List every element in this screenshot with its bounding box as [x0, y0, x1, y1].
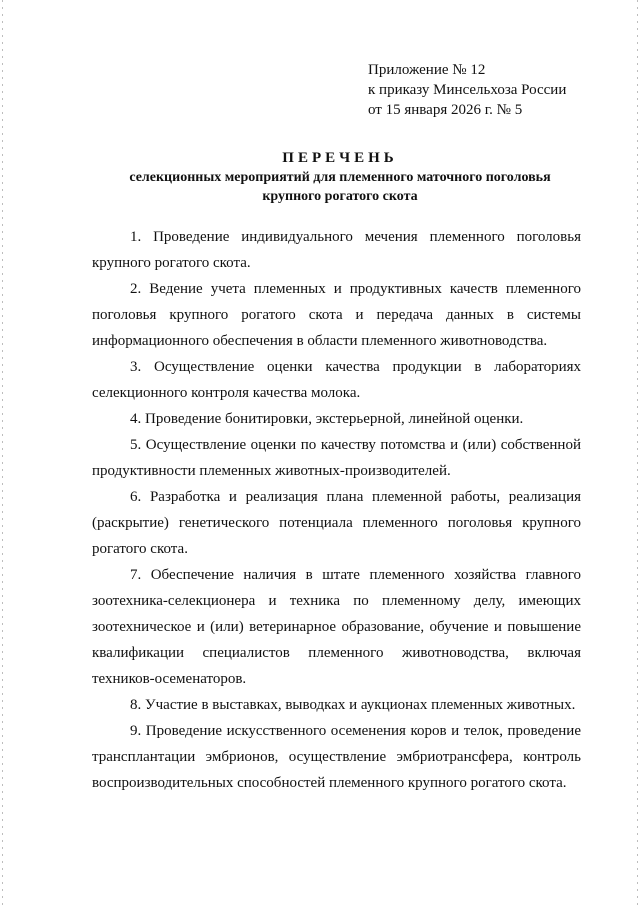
- measures-list: [92, 224, 581, 796]
- document-subtitle-line-1: селекционных мероприятий для племенного маточного поголовья: [129, 170, 551, 185]
- page-edge-right: [637, 0, 638, 905]
- list-item-5: 5. Осуществление оценки по качеству потомства и (или) собственной продуктивности племенных животных-производителей.: [92, 437, 581, 479]
- list-item-3: 3. Осуществление оценки качества продукции в лабораториях селекционного контроля качества молока.: [92, 359, 581, 401]
- list-item-7: 7. Обеспечение наличия в штате племенного хозяйства главного зоотехника-селекционера и техника по племенному делу, имеющих зоотехническое и (или) ветеринарное образование, обучение и повышение квалификации специалистов племенного животноводства, включая техников-осеменаторов.: [92, 567, 581, 687]
- appendix-header: [368, 60, 633, 120]
- list-item-6: 6. Разработка и реализация плана племенной работы, реализация (раскрытие) генетического потенциала племенного поголовья крупного рогатого скота.: [92, 489, 581, 557]
- list-item-2: 2. Ведение учета племенных и продуктивных качеств племенного поголовья крупного рогатого скота и передача данных в системы информационного обеспечения в области племенного животноводства.: [92, 281, 581, 349]
- list-item-8: 8. Участие в выставках, выводках и аукционах племенных животных.: [130, 697, 576, 713]
- list-item-9: 9. Проведение искусственного осеменения коров и телок, проведение трансплантации эмбрионов, осуществление эмбриотрансфера, контроль воспроизводительных способностей племенного крупного рогатого скота.: [92, 723, 581, 791]
- document-subtitle-line-2: крупного рогатого скота: [262, 189, 418, 204]
- list-item-4: 4. Проведение бонитировки, экстерьерной, линейной оценки.: [130, 411, 524, 427]
- page-edge-left: [2, 0, 3, 905]
- appendix-order-ref: к приказу Минсельхоза России: [368, 82, 567, 98]
- document-title: ПЕРЕЧЕНЬ: [282, 150, 398, 166]
- list-item-1: 1. Проведение индивидуального мечения племенного поголовья крупного рогатого скота.: [92, 229, 581, 271]
- appendix-order-date: от 15 января 2026 г. № 5: [368, 102, 523, 118]
- appendix-number: Приложение № 12: [368, 62, 486, 78]
- document-title-block: [60, 148, 620, 206]
